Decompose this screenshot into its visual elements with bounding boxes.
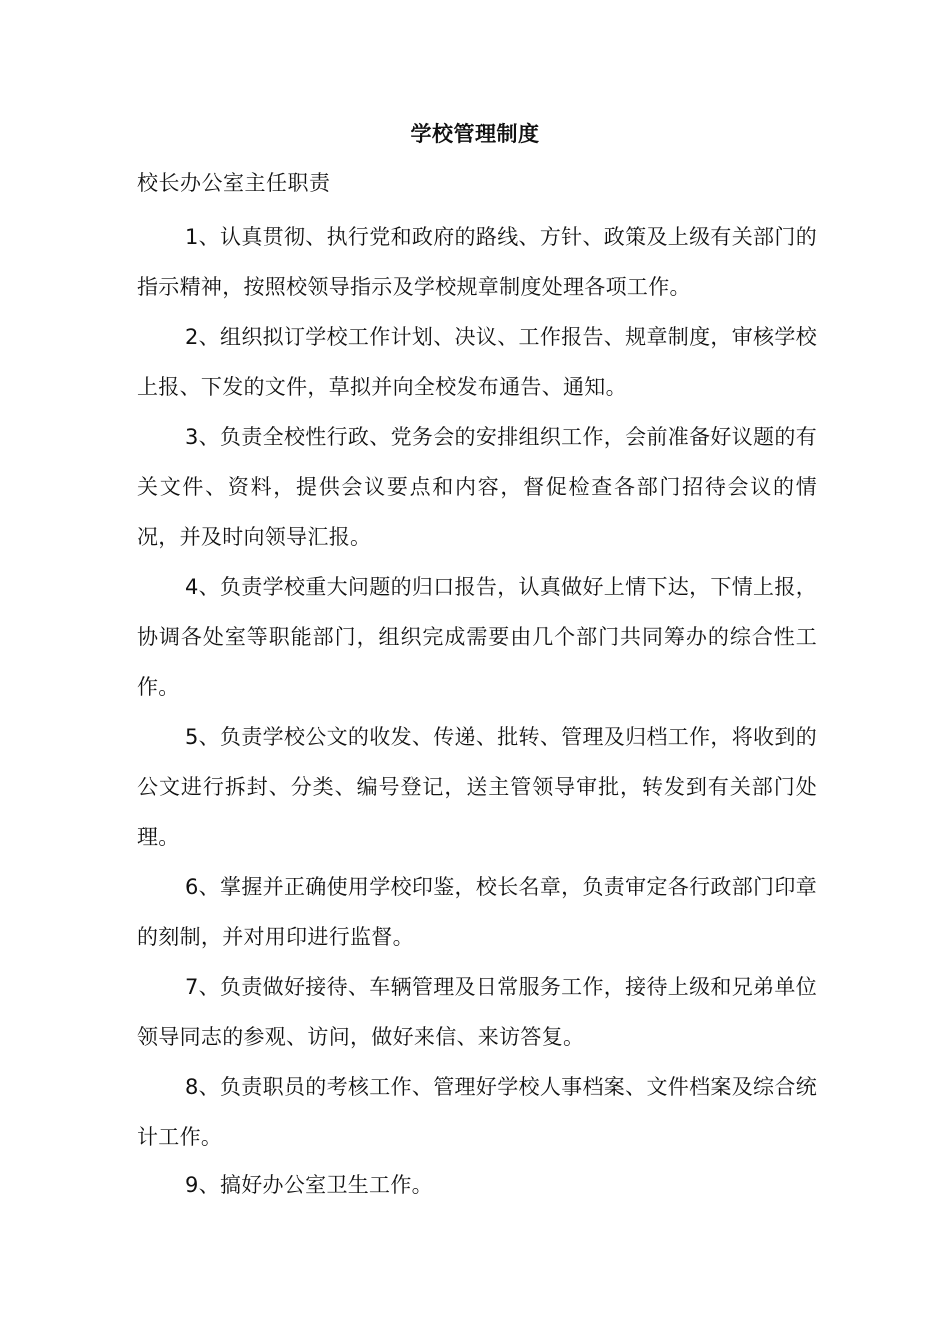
duty-item: 4、负责学校重大问题的归口报告，认真做好上情下达，下情上报，协调各处室等职能部门，组织完成需要由几个部门共同筹办的综合性工作。: [137, 575, 817, 699]
duty-item: 2、组织拟订学校工作计划、决议、工作报告、规章制度，审核学校上报、下发的文件，草拟并向全校发布通告、通知。: [137, 325, 817, 399]
duty-list: [137, 212, 817, 1208]
duty-item: 9、搞好办公室卫生工作。: [185, 1173, 433, 1197]
duty-item: 6、掌握并正确使用学校印鉴，校长名章，负责审定各行政部门印章的刻制，并对用印进行监督。: [137, 875, 817, 949]
duty-item: 8、负责职员的考核工作、管理好学校人事档案、文件档案及综合统计工作。: [137, 1075, 817, 1149]
duty-item: 7、负责做好接待、车辆管理及日常服务工作，接待上级和兄弟单位领导同志的参观、访问，做好来信、来访答复。: [137, 975, 817, 1049]
duty-item: 3、负责全校性行政、党务会的安排组织工作，会前准备好议题的有关文件、资料，提供会议要点和内容，督促检查各部门招待会议的情况，并及时向领导汇报。: [137, 425, 817, 549]
duty-item: 1、认真贯彻、执行党和政府的路线、方针、政策及上级有关部门的指示精神，按照校领导指示及学校规章制度处理各项工作。: [137, 225, 817, 299]
duty-item: 5、负责学校公文的收发、传递、批转、管理及归档工作，将收到的公文进行拆封、分类、编号登记，送主管领导审批，转发到有关部门处理。: [137, 725, 817, 849]
document-title: 学校管理制度: [410, 122, 540, 146]
section-heading: 校长办公室主任职责: [137, 171, 331, 195]
